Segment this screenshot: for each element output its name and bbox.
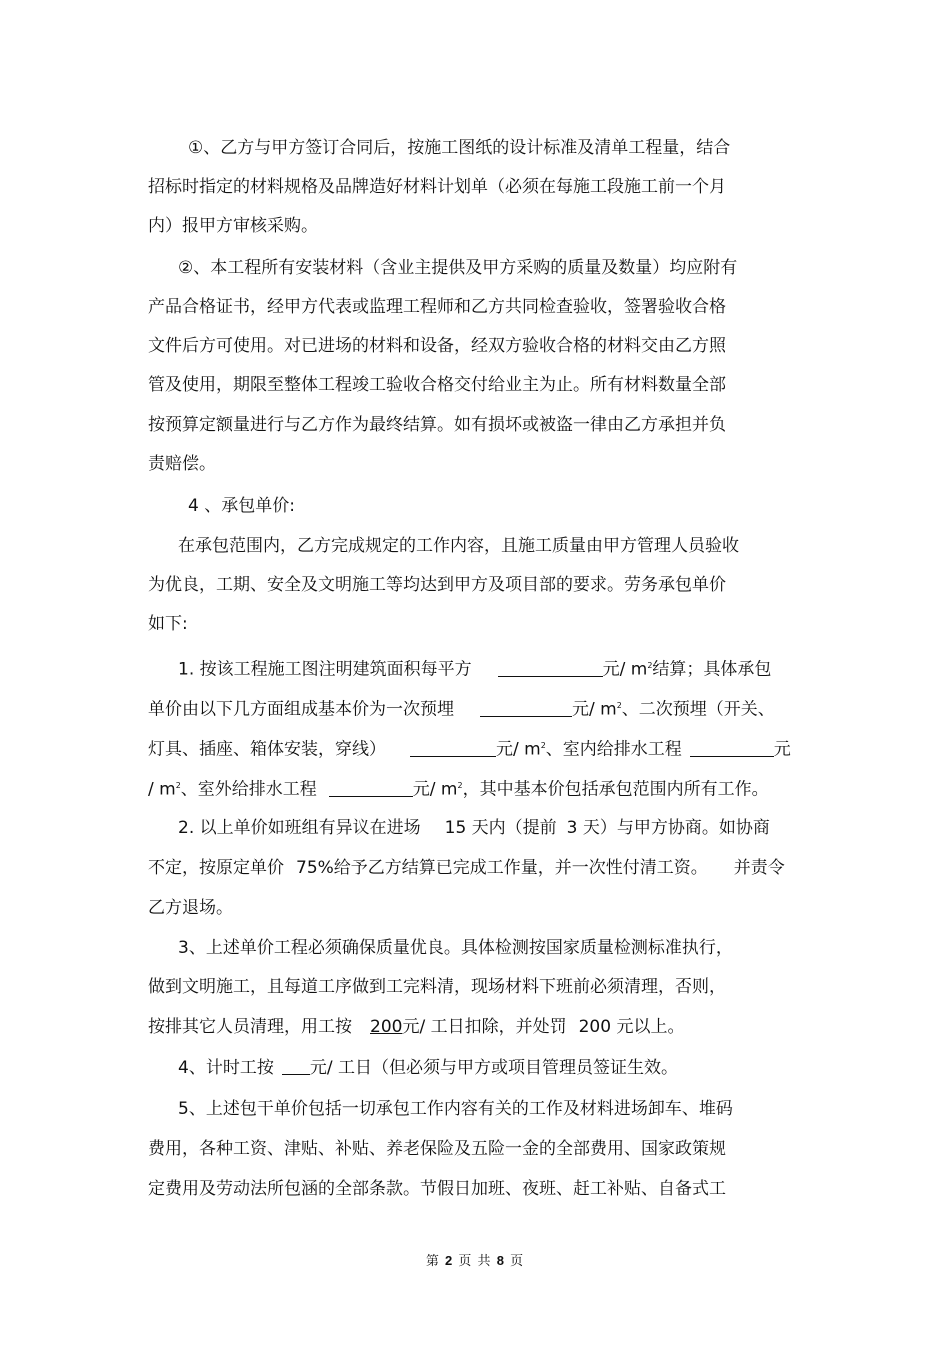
item1-text-a: 1. 按该工程施工图注明建筑面积每平方 bbox=[178, 659, 472, 680]
p1-line-1: ①、乙方与甲方签订合同后，按施工图纸的设计标准及清单工程量，结合 bbox=[188, 138, 731, 158]
item2-line-3: 乙方退场。 bbox=[148, 898, 233, 918]
item2-text-f: 并责令 bbox=[733, 858, 785, 878]
intro-line-3: 如下: bbox=[148, 614, 188, 634]
p2-line-4: 管及使用，期限至整体工程竣工验收合格交付给业主为止。所有材料数量全部 bbox=[148, 375, 726, 395]
unit-superscript: 2 bbox=[175, 781, 181, 790]
page-footer bbox=[0, 1250, 950, 1269]
footer-mid: 页 共 bbox=[458, 1254, 492, 1269]
fill-blank-second-embed[interactable] bbox=[410, 738, 496, 757]
item1-unit-2: 元/ m bbox=[572, 699, 617, 720]
unit-superscript: 2 bbox=[540, 741, 546, 750]
item3-text-c: 元/ 工日扣除，并处罚 bbox=[402, 1017, 567, 1037]
item1-text-l: 、室外给排水工程 bbox=[180, 779, 317, 800]
fill-blank-hourly-rate[interactable] bbox=[282, 1056, 310, 1075]
item1-text-c: 结算；具体承包 bbox=[652, 659, 772, 680]
item2-text-b: 15 天内（提前 bbox=[444, 818, 557, 838]
p2-line-5: 按预算定额量进行与乙方作为最终结算。如有损坏或被盗一律由乙方承担并负 bbox=[148, 415, 726, 435]
item4-text-b: 元/ 工日（但必须与甲方或项目管理员签证生效。 bbox=[309, 1058, 678, 1078]
item1-text-j: 元 bbox=[773, 739, 791, 760]
item4-text-a: 4、计时工按 bbox=[178, 1058, 274, 1078]
item1-text-d: 单价由以下几方面组成基本价为一次预埋 bbox=[148, 699, 454, 720]
item4-line bbox=[178, 1056, 678, 1080]
section-heading: 4 、承包单价: bbox=[188, 496, 295, 516]
item1-unit-4: 元/ m bbox=[412, 779, 458, 800]
item3-line-3 bbox=[148, 1015, 684, 1039]
fill-blank-area-price[interactable] bbox=[498, 658, 603, 677]
unit-superscript: 2 bbox=[647, 661, 653, 670]
labor-rate-value: 200 bbox=[370, 1017, 403, 1037]
intro-line-2: 为优良，工期、安全及文明施工等均达到甲方及项目部的要求。劳务承包单价 bbox=[148, 575, 726, 595]
unit-superscript: 2 bbox=[457, 781, 463, 790]
item2-text-a: 2. 以上单价如班组有异议在进场 bbox=[178, 818, 421, 838]
footer-page-number: 2 bbox=[445, 1253, 454, 1268]
item3-text-a: 按排其它人员清理，用工按 bbox=[148, 1017, 352, 1037]
item2-text-d: 不定，按原定单价 bbox=[148, 858, 284, 878]
item2-line-2 bbox=[148, 856, 785, 880]
item1-text-i: 、室内给排水工程 bbox=[545, 739, 682, 760]
item1-text-g: 灯具、插座、箱体安装，穿线） bbox=[148, 739, 386, 760]
item3-line-2: 做到文明施工，且每道工序做到工完料清，现场材料下班前必须清理，否则， bbox=[148, 977, 726, 997]
p2-line-3: 文件后方可使用。对已进场的材料和设备，经双方验收合格的材料交由乙方照 bbox=[148, 336, 726, 356]
item2-text-e: 75%给予乙方结算已完成工作量，并一次性付清工资。 bbox=[296, 858, 708, 878]
item1-line-4 bbox=[148, 774, 769, 802]
fill-blank-first-embed[interactable] bbox=[480, 698, 572, 717]
item5-line-1: 5、上述包干单价包括一切承包工作内容有关的工作及材料进场卸车、堆码 bbox=[178, 1099, 733, 1119]
p1-line-3: 内）报甲方审核采购。 bbox=[148, 216, 318, 236]
fill-blank-indoor-plumbing[interactable] bbox=[690, 738, 774, 757]
item1-text-n: ，其中基本价包括承包范围内所有工作。 bbox=[462, 779, 769, 800]
item1-line-3 bbox=[148, 734, 791, 762]
item5-line-2: 费用，各种工资、津贴、补贴、养老保险及五险一金的全部费用、国家政策规 bbox=[148, 1139, 726, 1159]
item1-text-f: 、二次预埋（开关、 bbox=[621, 699, 775, 720]
unit-superscript: 2 bbox=[616, 701, 622, 710]
p1-line-2: 招标时指定的材料规格及品牌造好材料计划单（必须在每施工段施工前一个月 bbox=[148, 177, 726, 197]
item2-line-1 bbox=[178, 816, 770, 840]
item1-text-k: / m bbox=[148, 779, 176, 800]
p2-line-1: ②、本工程所有安装材料（含业主提供及甲方采购的质量及数量）均应附有 bbox=[178, 258, 738, 278]
item1-unit-3: 元/ m bbox=[496, 739, 541, 760]
footer-post: 页 bbox=[510, 1254, 525, 1269]
p2-line-2: 产品合格证书，经甲方代表或监理工程师和乙方共同检查验收，签署验收合格 bbox=[148, 297, 726, 317]
footer-total-pages: 8 bbox=[496, 1253, 505, 1268]
item2-text-c: 3 天）与甲方协商。如协商 bbox=[566, 818, 770, 838]
item3-text-d: 200 元以上。 bbox=[578, 1017, 685, 1037]
fill-blank-outdoor-plumbing[interactable] bbox=[329, 778, 413, 797]
item1-line-1 bbox=[178, 654, 771, 682]
footer-pre: 第 bbox=[425, 1254, 440, 1269]
item3-line-1: 3、上述单价工程必须确保质量优良。具体检测按国家质量检测标准执行， bbox=[178, 938, 733, 958]
item1-line-2 bbox=[148, 694, 775, 722]
intro-line-1: 在承包范围内，乙方完成规定的工作内容，且施工质量由甲方管理人员验收 bbox=[178, 536, 739, 556]
item1-unit-1: 元/ m bbox=[602, 659, 648, 680]
p2-line-6: 责赔偿。 bbox=[148, 454, 216, 474]
item5-line-3: 定费用及劳动法所包涵的全部条款。节假日加班、夜班、赶工补贴、自备式工 bbox=[148, 1179, 726, 1199]
